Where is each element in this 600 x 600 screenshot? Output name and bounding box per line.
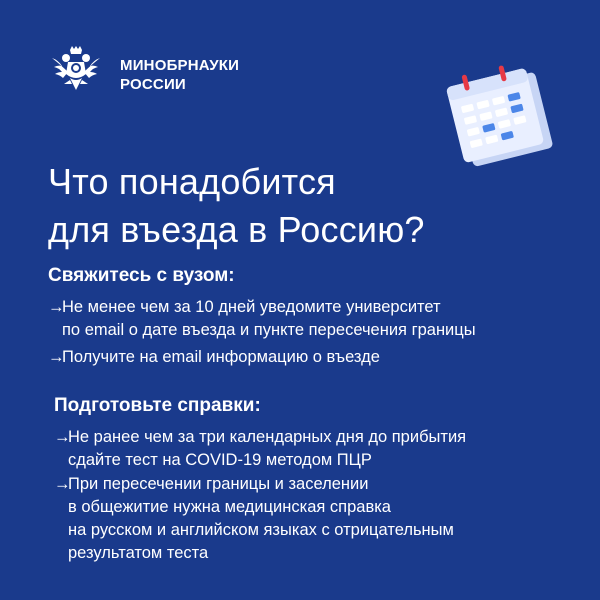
arrow-right-icon: → <box>48 298 65 316</box>
list-item-text: сдайте тест на COVID-19 методом ПЦР <box>68 451 372 469</box>
page-title <box>48 158 425 254</box>
org-name-line2: РОССИИ <box>120 76 186 93</box>
arrow-right-icon: → <box>54 428 71 446</box>
list-item-text: на русском и английском языках с отрицательным <box>68 521 454 539</box>
list-item <box>54 426 466 472</box>
calendar-icon <box>440 60 555 170</box>
list-item <box>48 346 380 369</box>
list-item-text: по email о дате въезда и пункте пересечения границы <box>62 321 476 339</box>
organization-name <box>120 56 239 94</box>
list-item <box>54 473 454 565</box>
list-item-text: Не ранее чем за три календарных дня до прибытия <box>68 428 467 446</box>
list-item-text: результатом теста <box>68 544 209 562</box>
arrow-right-icon: → <box>54 475 71 493</box>
org-name-line1: МИНОБРНАУКИ <box>120 57 240 74</box>
section-heading-prepare-documents: Подготовьте справки: <box>54 395 261 416</box>
list-item-text: Получите на email информацию о въезде <box>62 348 380 366</box>
title-line1: Что понадобится <box>48 161 336 202</box>
section-heading-contact-university: Свяжитесь с вузом: <box>48 265 235 286</box>
title-line2: для въезда в Россию? <box>48 209 425 250</box>
double-headed-eagle-icon <box>48 44 104 100</box>
list-item-text: в общежитие нужна медицинская справка <box>68 498 391 516</box>
list-item <box>48 296 476 342</box>
list-item-text: Не менее чем за 10 дней уведомите университет <box>62 298 441 316</box>
arrow-right-icon: → <box>48 348 65 366</box>
list-item-text: При пересечении границы и заселении <box>68 475 369 493</box>
